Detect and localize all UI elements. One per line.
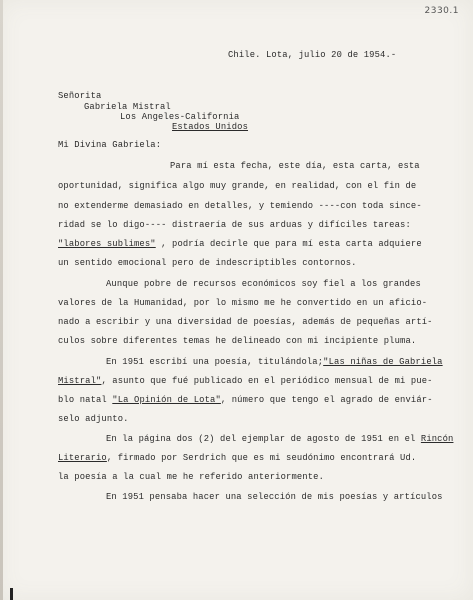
p2-line-2: valores de la Humanidad, por lo mismo me he convertido en un aficio- xyxy=(58,298,428,308)
p4-line-3: la poesía a la cual me he referido anteriormente. xyxy=(58,472,325,482)
recipient-name: Gabriela Mistral xyxy=(84,102,171,112)
p2-line-3: nado a escribir y una diversidad de poesías, además de pequeñas artí- xyxy=(58,317,433,327)
quote-labores-sublimes: "labores sublimes" xyxy=(58,239,156,249)
recipient-city: Los Angeles-California xyxy=(120,112,240,122)
poem-title-end: Mistral" xyxy=(58,376,102,386)
p4-line-2-rest: , firmado por Serdrich que es mi seudónimo encontrará Ud. xyxy=(106,453,417,463)
p2-line-1: Aunque pobre de recursos económicos soy fiel a los grandes xyxy=(106,279,421,289)
p3-line-3-rest: , número que tengo el agrado de enviár- xyxy=(220,395,433,405)
p1-line-1: Para mí esta fecha, este día, esta carta, esta xyxy=(170,161,420,171)
date-line: Chile. Lota, julio 20 de 1954.- xyxy=(228,50,397,60)
p3-line-1 xyxy=(106,357,443,367)
p1-line-3: no extenderme demasiado en detalles, y temiendo ----con toda since- xyxy=(58,201,422,211)
p4-line-1 xyxy=(106,434,453,444)
p3-line-2-rest: , asunto que fué publicado en el periódico mensual de mi pue- xyxy=(101,376,433,386)
p3-line-1-start: En 1951 escribí una poesía, titulándola; xyxy=(106,357,324,367)
p2-line-4: culos sobre diferentes temas he delineado con mi incipiente pluma. xyxy=(58,336,417,346)
p3-line-2 xyxy=(58,376,433,386)
p3-line-3 xyxy=(58,395,433,405)
p1-line-4: ridad se lo digo---- distraería de sus arduas y difíciles tareas: xyxy=(58,220,411,230)
p1-line-6: un sentido emocional pero de indescriptibles contornos. xyxy=(58,258,357,268)
poem-title-start: "Las niñas de Gabriela xyxy=(323,357,443,367)
p4-line-1-start: En la página dos (2) del ejemplar de agosto de 1951 en el xyxy=(106,434,421,444)
p4-line-2 xyxy=(58,453,416,463)
p1-line-5-rest: , podría decirle que para mí esta carta adquiere xyxy=(155,239,422,249)
column-name-end: Literario xyxy=(58,453,107,463)
column-name-start: Rincón xyxy=(420,434,454,444)
p3-line-4: selo adjunto. xyxy=(58,414,129,424)
archive-number: 2330.1 xyxy=(424,6,459,16)
newspaper-title: "La Opinión de Lota" xyxy=(112,395,221,405)
recipient-country: Estados Unidos xyxy=(172,122,249,132)
p1-line-2: oportunidad, significa algo muy grande, en realidad, con el fin de xyxy=(58,181,417,191)
p5-line-1: En 1951 pensaba hacer una selección de mis poesías y artículos xyxy=(106,492,443,502)
p3-line-3-start: blo natal xyxy=(58,395,113,405)
bottom-edge-mark xyxy=(10,588,13,600)
greeting: Mi Divina Gabriela: xyxy=(58,140,162,150)
page-left-edge xyxy=(0,0,3,600)
p1-line-5 xyxy=(58,239,422,249)
salutation: Señorita xyxy=(58,91,102,101)
